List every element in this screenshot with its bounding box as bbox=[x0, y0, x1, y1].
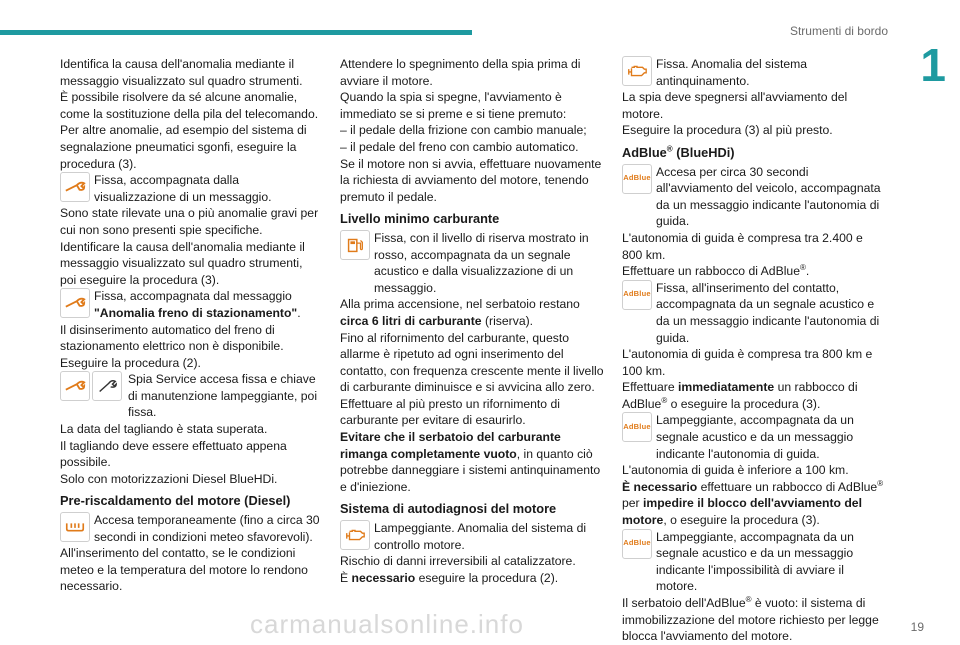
adblue-icon bbox=[622, 280, 652, 310]
paragraph: – il pedale del freno con cambio automatico. bbox=[340, 139, 579, 154]
item-text-part: . bbox=[297, 305, 301, 320]
paragraph: Fino al rifornimento del carburante, questo allarme è ripetuto ad ogni inserimento del contatto, con frequenza crescente mente il livello di carburante diminuisce e si avvicina allo zero. bbox=[340, 330, 604, 395]
paragraph: Sono state rilevate una o più anomalie gravi per cui non sono presenti spie specifiche. bbox=[60, 206, 319, 237]
adblue-icon bbox=[622, 529, 652, 559]
emphasis: Evitare che il serbatoio del carburante rimanga completamente vuoto bbox=[340, 430, 561, 461]
warning-item bbox=[622, 280, 884, 346]
paragraph: Identifica la causa dell'anomalia mediante il messaggio visualizzato sul quadro strumenti. bbox=[60, 57, 303, 88]
adblue-icon-label: AdBlue bbox=[623, 422, 651, 432]
text-part: eseguire la procedura (2). bbox=[415, 570, 559, 585]
adblue-icon-label: AdBlue bbox=[623, 289, 651, 299]
item-text: Fissa, con il livello di riserva mostrato in rosso, accompagnata da un segnale acustico e dalla visualizzazione di un messaggio. bbox=[374, 230, 589, 295]
warning-item bbox=[340, 520, 604, 553]
warning-item bbox=[60, 172, 320, 205]
registered-mark: ® bbox=[745, 594, 752, 604]
item-text: Lampeggiante. Anomalia del sistema di controllo motore. bbox=[374, 521, 587, 552]
paragraph: Quando la spia si spegne, l'avviamento è immediato se si preme e si tiene premuto: bbox=[340, 90, 567, 121]
warning-item bbox=[60, 371, 320, 421]
preheating-coil-icon bbox=[60, 512, 90, 542]
engine-icon bbox=[622, 56, 652, 86]
paragraph: L'autonomia di guida è compresa tra 800 km e 100 km. bbox=[622, 347, 873, 378]
text-part: per bbox=[622, 496, 644, 511]
paragraph: La spia deve spegnersi all'avviamento del motore. bbox=[622, 90, 848, 121]
paragraph: Rischio di danni irreversibili al catalizzatore. bbox=[340, 554, 576, 569]
watermark: carmanualsonline.info bbox=[250, 609, 524, 639]
paragraph: Solo con motorizzazioni Diesel BlueHDi. bbox=[60, 471, 278, 486]
warning-item bbox=[622, 412, 884, 462]
item-text: Fissa, all'inserimento del contatto, accompagnata da un segnale acustico e da un messaggio indicante l'autonomia di guida. bbox=[656, 280, 880, 345]
warning-item bbox=[622, 56, 884, 89]
registered-mark: ® bbox=[799, 263, 806, 273]
section-heading: Livello minimo carburante bbox=[340, 211, 500, 227]
adblue-icon-label: AdBlue bbox=[623, 173, 651, 183]
paragraph: All'inserimento del contatto, se le condizioni meteo e la temperatura del motore lo rendono necessario. bbox=[60, 546, 308, 594]
text-part: , o eseguire la procedura (3). bbox=[663, 513, 820, 528]
text-part: è vuoto: il sistema di immobilizzazione del motore richiesto per legge blocca l'avviamento del motore. bbox=[622, 596, 879, 644]
text-part: Effettuare un rabbocco di AdBlue bbox=[622, 264, 800, 279]
text-part: (riserva). bbox=[481, 313, 534, 328]
engine-icon bbox=[340, 520, 370, 550]
message-name: "Anomalia freno di stazionamento" bbox=[94, 305, 298, 320]
paragraph: È possibile risolvere da sé alcune anomalie, come la sostituzione della pila del telecomando. bbox=[60, 90, 319, 121]
item-text-part: Fissa, accompagnata dal messaggio bbox=[94, 289, 292, 304]
text-part: Alla prima accensione, nel serbatoio restano bbox=[340, 297, 580, 312]
warning-item bbox=[340, 230, 604, 296]
item-text: Fissa. Anomalia del sistema antinquinamento. bbox=[656, 57, 808, 88]
text-part: È bbox=[340, 570, 352, 585]
section-heading: Pre-riscaldamento del motore (Diesel) bbox=[60, 493, 291, 509]
emphasis: circa 6 litri di carburante bbox=[340, 313, 482, 328]
text-part: un rabbocco di AdBlue bbox=[622, 380, 858, 411]
warning-item bbox=[60, 288, 320, 321]
text-part: . bbox=[805, 264, 810, 279]
text-part: effettuare un rabbocco di AdBlue bbox=[697, 479, 878, 494]
paragraph bbox=[622, 379, 884, 412]
page-number: 19 bbox=[910, 620, 924, 634]
item-text: Accesa temporaneamente (fino a circa 30 secondi in condizioni meteo sfavorevoli). bbox=[94, 513, 320, 544]
chapter-number: 1 bbox=[920, 39, 946, 91]
item-text: Lampeggiante, accompagnata da un segnale acustico e da un messaggio indicante l'impossibilità di avviare il motore. bbox=[656, 529, 854, 594]
paragraph: Identificare la causa dell'anomalia mediante il messaggio visualizzato sul quadro strumenti, poi eseguire la procedura (3). bbox=[60, 239, 305, 287]
paragraph bbox=[622, 595, 884, 645]
paragraph: La data del tagliando è stata superata. bbox=[60, 422, 268, 437]
item-text: Accesa per circa 30 secondi all'avviamento del veicolo, accompagnata da un messaggio indicante l'autonomia di guida. bbox=[656, 164, 881, 229]
heading-part: (BlueHDi) bbox=[672, 144, 735, 160]
paragraph: Per altre anomalie, ad esempio del sistema di segnalazione pneumatici sgonfi, eseguire la procedura (3). bbox=[60, 123, 307, 171]
section-title: Strumenti di bordo bbox=[789, 24, 888, 38]
warning-item bbox=[622, 164, 884, 230]
paragraph: – il pedale della frizione con cambio manuale; bbox=[340, 123, 587, 138]
paragraph: Effettuare al più presto un rifornimento di carburante per evitare di esaurirlo. bbox=[340, 396, 560, 428]
emphasis: impedire il blocco dell'avviamento del motore bbox=[622, 496, 862, 528]
paragraph: L'autonomia di guida è inferiore a 100 km. bbox=[622, 463, 849, 478]
paragraph: Attendere lo spegnimento della spia prima di avviare il motore. bbox=[340, 57, 581, 88]
paragraph: Il disinserimento automatico del freno di stazionamento elettrico non è disponibile. bbox=[60, 322, 284, 354]
column-2 bbox=[340, 56, 604, 586]
emphasis: È necessario bbox=[622, 479, 698, 494]
paragraph bbox=[340, 570, 604, 587]
section-heading: Sistema di autodiagnosi del motore bbox=[340, 501, 557, 517]
emphasis: necessario bbox=[351, 570, 416, 585]
text-part: , in quanto ciò potrebbe danneggiare i sistemi antinquinamento e d'iniezione. bbox=[340, 446, 601, 494]
column-1 bbox=[60, 56, 320, 595]
paragraph: Se il motore non si avvia, effettuare nuovamente la richiesta di avviamento del motore, tenendo premuto il pedale. bbox=[340, 156, 602, 204]
section-heading bbox=[622, 145, 884, 162]
text-part: Effettuare bbox=[622, 380, 679, 395]
column-3 bbox=[622, 56, 884, 645]
text-part: o eseguire la procedura (3). bbox=[667, 396, 821, 411]
adblue-icon bbox=[622, 164, 652, 194]
registered-mark: ® bbox=[666, 144, 673, 154]
header-accent-bar bbox=[0, 30, 472, 35]
wrench-icon bbox=[60, 371, 90, 401]
item-text: Fissa, accompagnata dalla visualizzazione di un messaggio. bbox=[94, 173, 272, 204]
service-key-icon bbox=[92, 371, 122, 401]
registered-mark: ® bbox=[877, 478, 884, 488]
text-part: Il serbatoio dell'AdBlue bbox=[622, 596, 746, 610]
paragraph: L'autonomia di guida è compresa tra 2.400 e 800 km. bbox=[622, 230, 863, 262]
adblue-icon-label: AdBlue bbox=[623, 538, 651, 548]
paragraph bbox=[340, 429, 604, 495]
registered-mark: ® bbox=[661, 395, 668, 405]
paragraph bbox=[622, 263, 884, 280]
item-text: Lampeggiante, accompagnata da un segnale acustico e da un messaggio indicante l'autonomia di guida. bbox=[656, 413, 854, 461]
paragraph: Eseguire la procedura (3) al più presto. bbox=[622, 123, 833, 138]
icon-pair bbox=[60, 371, 124, 421]
fuel-pump-icon bbox=[340, 230, 370, 260]
warning-item bbox=[622, 529, 884, 595]
emphasis: immediatamente bbox=[678, 380, 775, 395]
item-text: Spia Service accesa fissa e chiave di manutenzione lampeggiante, poi fissa. bbox=[128, 372, 318, 420]
wrench-icon bbox=[60, 172, 90, 202]
paragraph bbox=[340, 296, 604, 329]
wrench-icon bbox=[60, 288, 90, 318]
paragraph: Eseguire la procedura (2). bbox=[60, 355, 201, 370]
warning-item bbox=[60, 512, 320, 545]
paragraph: Il tagliando deve essere effettuato appena possibile. bbox=[60, 438, 287, 470]
heading-part: AdBlue bbox=[622, 144, 667, 160]
adblue-icon bbox=[622, 412, 652, 442]
item-text bbox=[94, 288, 320, 321]
paragraph bbox=[622, 479, 884, 529]
